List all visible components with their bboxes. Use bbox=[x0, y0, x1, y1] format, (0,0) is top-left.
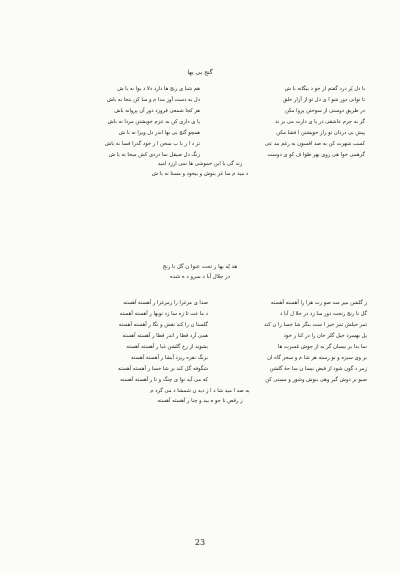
poem2-right-line: گل نا رنج رنجت دور سا زد در جلا ل آبا د bbox=[280, 311, 367, 317]
poem1-left-line: پا ی داری کن به عزم خویشتن مردا نه باش bbox=[107, 119, 200, 125]
poem2-left-column bbox=[58, 298, 208, 386]
poem1-closing bbox=[0, 160, 400, 179]
poem2-right-column bbox=[225, 298, 367, 386]
poem2-subtitle-line: در جلال آبا د سرو د ه شده bbox=[170, 274, 230, 280]
poem2-right-line: نما یدا بر نیسان گر یه از جوش مُسرت ها bbox=[278, 344, 367, 350]
poem2-left-line: برنگ نقره ریزد آبشا ر آهسته آهسته bbox=[131, 355, 208, 361]
poem2-right-line: زمر د گون شود از فیض نیسا ن سا حهٔ گلشن bbox=[269, 366, 367, 372]
poem2-right-line: پل بهسرد خیل گلر خان را در کنا ر خود bbox=[283, 333, 367, 339]
poem1-left-column bbox=[55, 84, 200, 161]
poem1-left-line: هم شبا ی رنج ها دارد دلا د یوا نه با ش bbox=[117, 86, 200, 92]
poem2-subtitle bbox=[0, 262, 400, 282]
poem2-right-line: ثمر خیلش ثمر خیز ا ست بنگر شا خسا را ن کند bbox=[264, 322, 367, 328]
poem1-right-line: با دل پُر درد گفتم از خو د بیگانه با ش bbox=[284, 86, 365, 92]
poem1-left-line: همچو گنج بی بها اندر دل ویرا نه با ش bbox=[118, 130, 200, 136]
page-number: 23 bbox=[194, 538, 206, 547]
poem2-left-line: بشوید از رخ گلشن غبا ر آهسته آهسته bbox=[126, 344, 208, 350]
poem1-left-line: تز د ا ر با ب سخن ا ز خود گذرا فسا نه باش bbox=[104, 141, 200, 147]
poem2-right-line: بر وی سبزه و نو رسته هر شا م و سحر گاه ان bbox=[267, 355, 367, 361]
poem2-left-line: شگوفه گل کند بر شا خسا ر آهسته آهسته bbox=[118, 366, 208, 372]
poem2-left-line: صدا ی مرغزا را زمرغزا ر آهسته آهسته bbox=[123, 300, 208, 306]
poem2-subtitle-line: هد یّه بها ر تحت عنوا ن گل نا رنج bbox=[162, 264, 238, 270]
poem1-right-line: در طریق دوستی از سوختن پروا مکن bbox=[284, 108, 365, 114]
poem1-right-line: گرهمی خوا هی روی بهر طوا ف کو ی دوست bbox=[267, 152, 365, 158]
poem2-left-line: همی آرد قطا ر اندر قطا ر آهسته آهسته bbox=[122, 333, 208, 339]
poem2-left-line: گلستا ن را کند نقش و نگا ر آهسته آهسته bbox=[118, 322, 208, 328]
poem2-closing bbox=[0, 387, 400, 406]
poem1-right-line: کسب شهرت کن به صد افسون به رغم مد عی bbox=[264, 141, 365, 147]
poem1-right-line: گر به جرم عاشقی در پا ی دارت می بر ند bbox=[275, 119, 365, 125]
poem2-closing-line: ز رقص نا جو ه بید و چنا ر آهسته آهسته bbox=[157, 397, 243, 404]
poem2-closing-line: به صد ا مید شا د ا ز دید ن شمشا د می گرد م bbox=[150, 388, 250, 394]
poem1-left-line: هر کجا شمعی فروزد دور آن پروانه باش bbox=[114, 108, 200, 114]
poem2-right-line: ز گلشن میر سد صو رت هزا را آهسته آهسته bbox=[270, 300, 367, 306]
poem2-left-line: د ما غت تا زه سا زد نوبها ر آهسته آهسته bbox=[119, 311, 208, 317]
poem1-right-line: تا توانی دور شو ا ی دل تو از آزار خلق bbox=[283, 97, 365, 103]
poem1-closing-line: زند گی با این خموشی ها نمی ارزد امید bbox=[157, 161, 243, 167]
poem2-right-line: صبو بر دوش گیر وهی بنوش وشور و مستی کن bbox=[265, 377, 367, 383]
poem1-left-line: زنگ دل صیقل نما دردی کش میخا نه با ش bbox=[108, 152, 200, 158]
poem1-title: گنج بی بها bbox=[187, 69, 213, 76]
poem1-right-line: پیش بی دردان تو راز خویشتن ا فشا مکن bbox=[276, 130, 365, 136]
poem1-left-line: دل به دست آور مدا م و سا کن بتخا نه باش bbox=[106, 97, 200, 103]
poem1-closing-line: د مید م سا غر بنوش و بیخود و مستا نه با ش bbox=[151, 170, 249, 177]
poem2-left-line: که می آید نوا ی چنگ و تا ر آهسته آهسته bbox=[120, 377, 208, 383]
poem1-right-column bbox=[225, 84, 365, 161]
